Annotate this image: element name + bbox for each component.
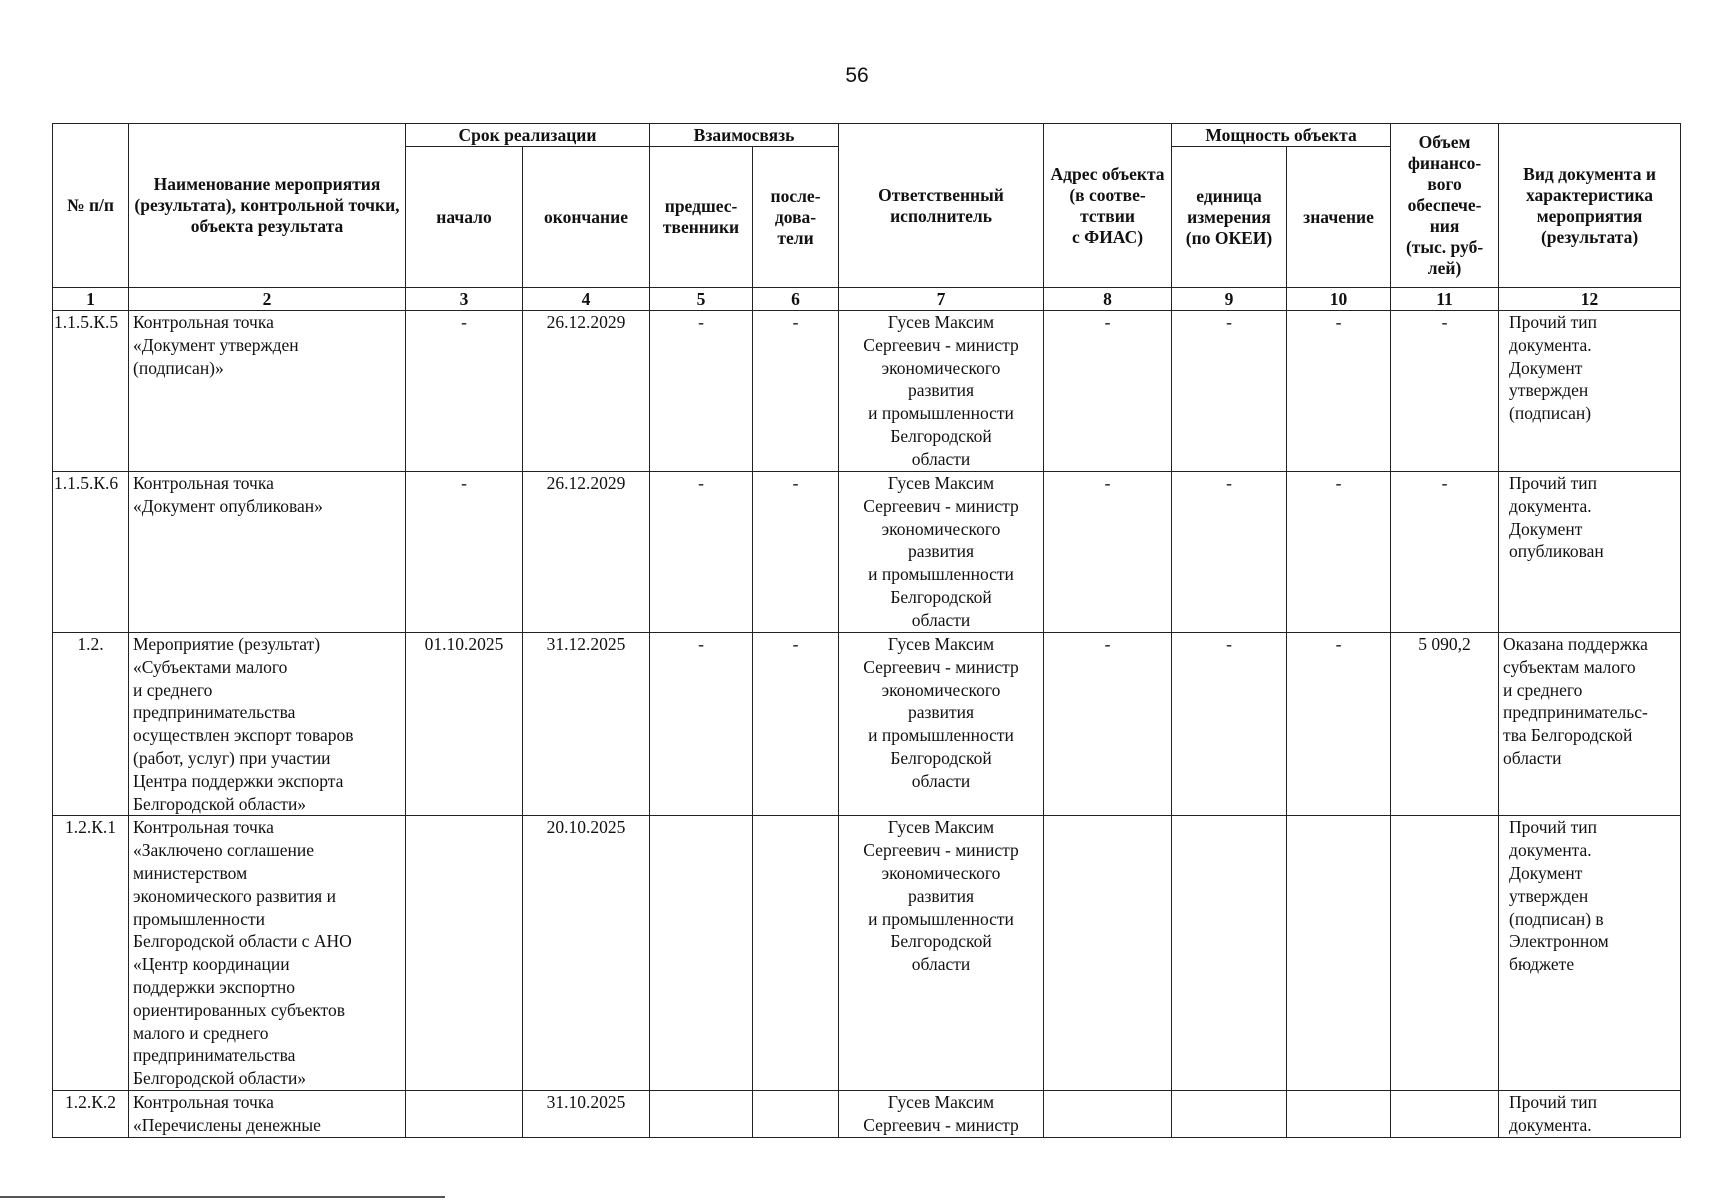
- row-pred: [650, 816, 753, 1091]
- column-number: 7: [839, 288, 1044, 311]
- row-doc: Прочий тип документа. Документ опубликован: [1499, 472, 1681, 633]
- header-group-power: Мощность объекта: [1172, 124, 1391, 147]
- row-num: 1.2.К.1: [53, 816, 129, 1091]
- row-pred: [650, 1090, 753, 1137]
- row-volume: [1391, 1090, 1499, 1137]
- column-number: 11: [1391, 288, 1499, 311]
- row-start: -: [406, 472, 523, 633]
- row-address: -: [1044, 311, 1172, 472]
- row-value: -: [1287, 633, 1391, 816]
- column-number: 2: [129, 288, 406, 311]
- row-num: 1.2.К.2: [53, 1090, 129, 1137]
- row-num: 1.1.5.К.5: [53, 311, 129, 472]
- row-name: Контрольная точка «Перечислены денежные: [129, 1090, 406, 1137]
- row-name: Контрольная точка «Документ утвержден (подписан)»: [129, 311, 406, 472]
- row-num: 1.2.: [53, 633, 129, 816]
- row-doc: Прочий тип документа.: [1499, 1090, 1681, 1137]
- row-succ: [753, 816, 839, 1091]
- header-responsible: Ответственный исполнитель: [839, 124, 1044, 288]
- row-unit: -: [1172, 311, 1287, 472]
- column-number: 9: [1172, 288, 1287, 311]
- header-address: Адрес объекта (в соотве- тствии с ФИАС): [1044, 124, 1172, 288]
- row-pred: -: [650, 311, 753, 472]
- column-number: 6: [753, 288, 839, 311]
- row-unit: [1172, 1090, 1287, 1137]
- row-name: Мероприятие (результат) «Субъектами малого и среднего предпринимательства осуществлен экспорт товаров (работ, услуг) при участии Центра поддержки экспорта Белгородской области»: [129, 633, 406, 816]
- row-unit: -: [1172, 472, 1287, 633]
- row-pred: -: [650, 633, 753, 816]
- scan-edge-line: [0, 1196, 445, 1198]
- row-value: -: [1287, 472, 1391, 633]
- row-start: [406, 1090, 523, 1137]
- table-row: [53, 633, 1681, 816]
- header-value: значение: [1287, 147, 1391, 288]
- header-start: начало: [406, 147, 523, 288]
- row-volume: [1391, 816, 1499, 1091]
- row-succ: -: [753, 472, 839, 633]
- row-name: Контрольная точка «Заключено соглашение министерством экономического развития и промышленности Белгородской области с АНО «Центр координации поддержки экспортно ориентированных субъектов малого и среднего предпринимательства Белгородской области»: [129, 816, 406, 1091]
- row-volume: 5 090,2: [1391, 633, 1499, 816]
- row-unit: -: [1172, 633, 1287, 816]
- column-number: 12: [1499, 288, 1681, 311]
- row-start: 01.10.2025: [406, 633, 523, 816]
- row-succ: -: [753, 633, 839, 816]
- table-row: [53, 472, 1681, 633]
- row-address: -: [1044, 633, 1172, 816]
- row-doc: Прочий тип документа. Документ утвержден (подписан) в Электронном бюджете: [1499, 816, 1681, 1091]
- row-pred: -: [650, 472, 753, 633]
- row-doc: Прочий тип документа. Документ утвержден (подписан): [1499, 311, 1681, 472]
- row-volume: -: [1391, 472, 1499, 633]
- header-group-link: Взаимосвязь: [650, 124, 839, 147]
- row-value: -: [1287, 311, 1391, 472]
- plan-table: [52, 123, 1681, 1138]
- row-value: [1287, 1090, 1391, 1137]
- column-number: 3: [406, 288, 523, 311]
- row-end: 26.12.2029: [523, 472, 650, 633]
- header-group-term: Срок реализации: [406, 124, 650, 147]
- header-successors: после- дова- тели: [753, 147, 839, 288]
- header-end: окончание: [523, 147, 650, 288]
- column-number: 5: [650, 288, 753, 311]
- row-unit: [1172, 816, 1287, 1091]
- row-volume: -: [1391, 311, 1499, 472]
- row-responsible: Гусев Максим Сергеевич - министр экономического развития и промышленности Белгородской области: [839, 311, 1044, 472]
- header-volume: Объем финансо- вого обеспече- ния (тыс. руб- лей): [1391, 124, 1499, 288]
- row-doc: Оказана поддержка субъектам малого и среднего предпринимательс- тва Белгородской области: [1499, 633, 1681, 816]
- row-end: 20.10.2025: [523, 816, 650, 1091]
- column-numbers-row: [53, 288, 1681, 311]
- column-number: 1: [53, 288, 129, 311]
- page-number: 56: [845, 64, 869, 87]
- header-doc-type: Вид документа и характеристика мероприятия (результата): [1499, 124, 1681, 288]
- row-end: 26.12.2029: [523, 311, 650, 472]
- row-num: 1.1.5.К.6: [53, 472, 129, 633]
- row-name: Контрольная точка «Документ опубликован»: [129, 472, 406, 633]
- row-address: -: [1044, 472, 1172, 633]
- header-row-1: [53, 124, 1681, 147]
- row-value: [1287, 816, 1391, 1091]
- row-succ: [753, 1090, 839, 1137]
- row-address: [1044, 1090, 1172, 1137]
- header-predecessors: предшес- твенники: [650, 147, 753, 288]
- table-row: [53, 816, 1681, 1091]
- row-end: 31.10.2025: [523, 1090, 650, 1137]
- column-number: 4: [523, 288, 650, 311]
- header-name: Наименование мероприятия (результата), контрольной точки, объекта результата: [129, 124, 406, 288]
- column-number: 8: [1044, 288, 1172, 311]
- row-succ: -: [753, 311, 839, 472]
- row-start: -: [406, 311, 523, 472]
- row-start: [406, 816, 523, 1091]
- row-end: 31.12.2025: [523, 633, 650, 816]
- row-responsible: Гусев Максим Сергеевич - министр: [839, 1090, 1044, 1137]
- column-number: 10: [1287, 288, 1391, 311]
- table-row: [53, 1090, 1681, 1137]
- row-address: [1044, 816, 1172, 1091]
- header-num: № п/п: [53, 124, 129, 288]
- row-responsible: Гусев Максим Сергеевич - министр экономического развития и промышленности Белгородской области: [839, 816, 1044, 1091]
- row-responsible: Гусев Максим Сергеевич - министр экономического развития и промышленности Белгородской области: [839, 633, 1044, 816]
- row-responsible: Гусев Максим Сергеевич - министр экономического развития и промышленности Белгородской области: [839, 472, 1044, 633]
- table-row: [53, 311, 1681, 472]
- header-unit: единица измерения (по ОКЕИ): [1172, 147, 1287, 288]
